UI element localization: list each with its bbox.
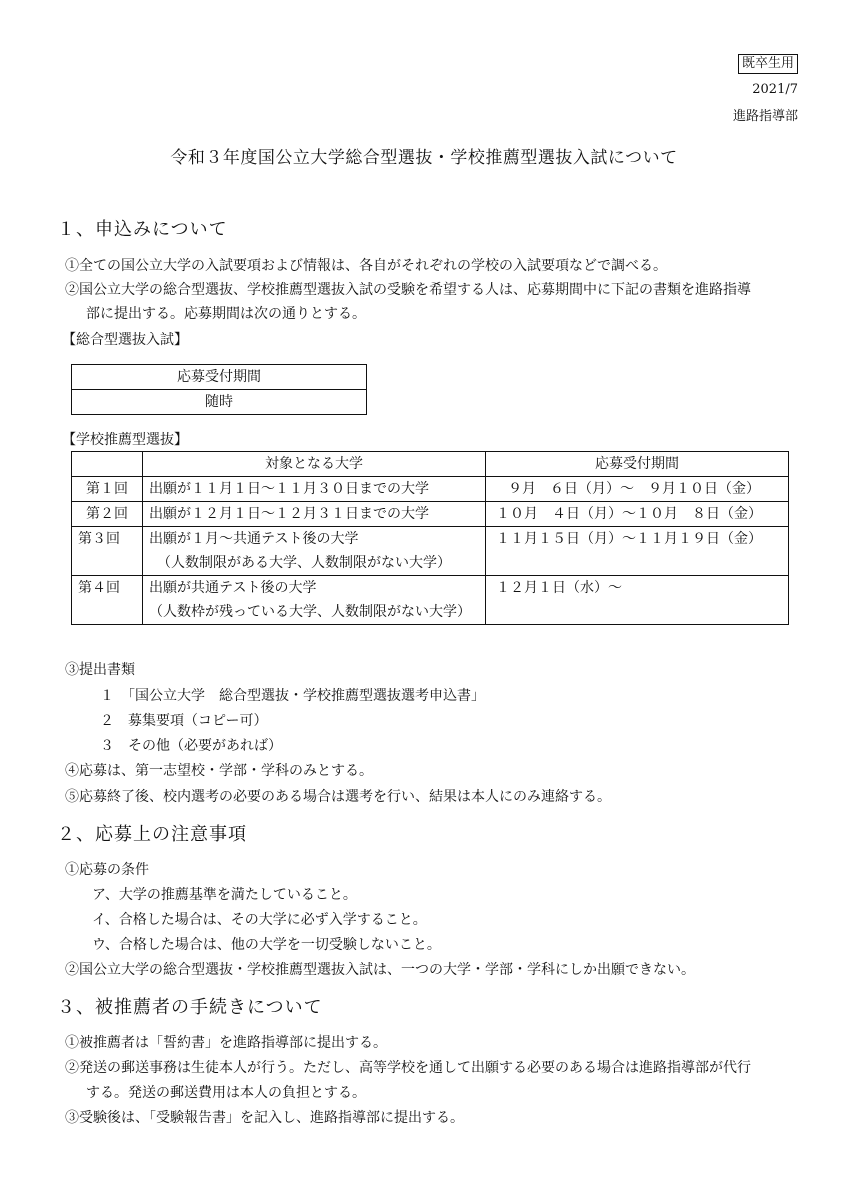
section-2-heading: ２、応募上の注意事項 bbox=[57, 824, 247, 845]
round-cell: 第１回 bbox=[72, 477, 143, 502]
doc-item-1: １ 「国公立大学 総合型選抜・学校推薦型選抜選考申込書」 bbox=[100, 688, 485, 704]
sogo-table-header: 応募受付期間 bbox=[72, 365, 367, 390]
sogo-table-value: 随時 bbox=[72, 390, 367, 415]
s3-p2a: ②発送の郵送事務は生徒本人が行う。ただし、高等学校を通して出願する必要のある場合は進路指導部が代行 bbox=[65, 1060, 751, 1076]
s1-p2a: ②国公立大学の総合型選抜、学校推薦型選抜入試の受験を希望する人は、応募期間中に下記の書類を進路指導 bbox=[65, 282, 751, 298]
s2-p1: ①応募の条件 bbox=[65, 862, 149, 878]
target-line-2: （人数枠が残っている大学、人数制限がない大学） bbox=[149, 604, 471, 620]
s1-p1: ①全ての国公立大学の入試要項および情報は、各自がそれぞれの学校の入試要項などで調べる。 bbox=[65, 258, 667, 274]
cond-3: ウ、合格した場合は、他の大学を一切受験しないこと。 bbox=[92, 937, 441, 953]
s1-p3: ③提出書類 bbox=[65, 662, 135, 678]
period-cell: １２月１日（水）〜 bbox=[486, 576, 789, 625]
doc-item-2: ２ 募集要項（コピー可） bbox=[100, 713, 268, 729]
round-cell: 第４回 bbox=[72, 576, 143, 625]
target-cell bbox=[143, 527, 486, 576]
sogo-label: 【総合型選抜入試】 bbox=[62, 332, 188, 348]
period-cell: １０月 ４日（月）〜１０月 ８日（金） bbox=[486, 502, 789, 527]
target-line-1: 出願が共通テスト後の大学 bbox=[149, 580, 317, 596]
s1-p5: ⑤応募終了後、校内選考の必要のある場合は選考を行い、結果は本人にのみ連絡する。 bbox=[65, 789, 611, 805]
table-row bbox=[72, 527, 789, 576]
target-line-1: 出願が１２月１日〜１２月３１日までの大学 bbox=[149, 506, 429, 522]
th-period: 応募受付期間 bbox=[486, 452, 789, 477]
table-row bbox=[72, 502, 789, 527]
doc-tag: 既卒生用 bbox=[738, 54, 798, 74]
th-target: 対象となる大学 bbox=[143, 452, 486, 477]
section-3-heading: ３、被推薦者の手続きについて bbox=[57, 997, 323, 1018]
s1-p4: ④応募は、第一志望校・学部・学科のみとする。 bbox=[65, 763, 373, 779]
table-row bbox=[72, 477, 789, 502]
round-cell: 第２回 bbox=[72, 502, 143, 527]
s3-p3: ③受験後は、「受験報告書」を記入し、進路指導部に提出する。 bbox=[65, 1110, 464, 1126]
period-cell: ９月 ６日（月）〜 ９月１０日（金） bbox=[486, 477, 789, 502]
doc-date: 2021/7 bbox=[752, 82, 798, 97]
target-cell bbox=[143, 477, 486, 502]
doc-item-3: ３ その他（必要があれば） bbox=[100, 738, 282, 754]
s3-p1: ①被推薦者は「誓約書」を進路指導部に提出する。 bbox=[65, 1035, 387, 1051]
suisen-label: 【学校推薦型選抜】 bbox=[62, 432, 188, 448]
page-title: 令和３年度国公立大学総合型選抜・学校推薦型選抜入試について bbox=[170, 148, 678, 168]
round-cell: 第３回 bbox=[72, 527, 143, 576]
s1-p2b: 部に提出する。応募期間は次の通りとする。 bbox=[86, 306, 366, 322]
section-1-heading: １、申込みについて bbox=[57, 219, 228, 240]
target-cell bbox=[143, 576, 486, 625]
s2-p2: ②国公立大学の総合型選抜・学校推薦型選抜入試は、一つの大学・学部・学科にしか出願できない。 bbox=[65, 962, 695, 978]
th-round bbox=[72, 452, 143, 477]
target-line-1: 出願が１１月１日〜１１月３０日までの大学 bbox=[149, 481, 429, 497]
target-line-1: 出願が１月〜共通テスト後の大学 bbox=[149, 531, 359, 547]
cond-1: ア、大学の推薦基準を満たしていること。 bbox=[92, 887, 357, 903]
doc-dept: 進路指導部 bbox=[732, 109, 798, 124]
s3-p2b: する。発送の郵送費用は本人の負担とする。 bbox=[86, 1085, 366, 1101]
cond-2: イ、合格した場合は、その大学に必ず入学すること。 bbox=[92, 912, 427, 928]
sogo-table bbox=[71, 364, 367, 415]
suisen-table bbox=[71, 451, 789, 625]
target-cell bbox=[143, 502, 486, 527]
target-line-2: （人数制限がある大学、人数制限がない大学） bbox=[157, 555, 451, 571]
table-row bbox=[72, 576, 789, 625]
period-cell: １１月１５日（月）〜１１月１９日（金） bbox=[486, 527, 789, 576]
